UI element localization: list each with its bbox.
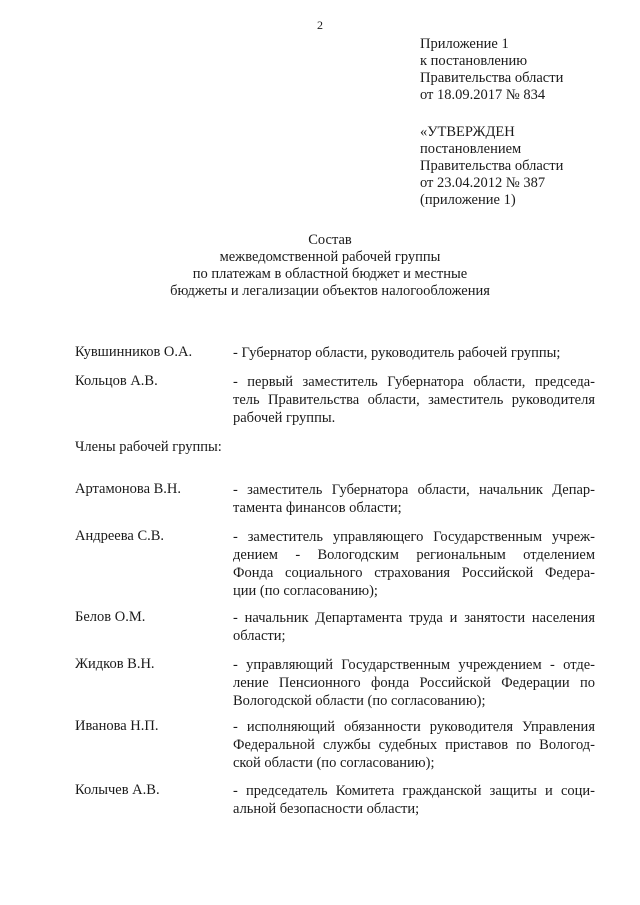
approved-line: Правительства области <box>420 158 564 174</box>
role-line: альной безопасности области; <box>233 801 420 817</box>
member-role <box>233 718 595 772</box>
role-line: тамента финансов области; <box>233 500 402 516</box>
role-line: - заместитель управляющего Государственным учреж- <box>233 529 595 545</box>
member-role <box>233 782 595 818</box>
member-role <box>233 481 595 517</box>
member-name: Колычев А.В. <box>75 782 160 798</box>
role-line: ление Пенсионного фонда Российской Федерации по <box>233 675 595 691</box>
appendix-line: Правительства области <box>420 70 564 86</box>
member-role <box>233 656 595 710</box>
role-line: Фонда социального страхования Российской Федера- <box>233 565 595 581</box>
role-line: ции (по согласованию); <box>233 583 378 599</box>
role-line: - начальник Департамента труда и занятости населения <box>233 610 595 626</box>
title-line: по платежам в областной бюджет и местные <box>192 266 468 282</box>
member-role <box>233 609 595 645</box>
member-role <box>233 344 595 362</box>
member-name: Жидков В.Н. <box>75 656 155 672</box>
appendix-line: Приложение 1 <box>420 36 509 52</box>
role-line: - первый заместитель Губернатора области, председа- <box>233 374 595 390</box>
title-line: бюджеты и легализации объектов налогообложения <box>170 283 490 299</box>
appendix-block <box>420 36 630 104</box>
title-line: Состав <box>308 232 352 248</box>
member-name: Иванова Н.П. <box>75 718 159 734</box>
role-line: области; <box>233 628 286 644</box>
role-line: - управляющий Государственным учреждением - отде- <box>233 657 595 673</box>
member-name: Белов О.М. <box>75 609 146 625</box>
approved-block <box>420 124 630 209</box>
document-title <box>0 232 640 300</box>
appendix-line: к постановлению <box>420 53 528 69</box>
page-number: 2 <box>317 18 323 32</box>
appendix-line: от 18.09.2017 № 834 <box>420 87 546 103</box>
member-name: Андреева С.В. <box>75 528 165 544</box>
title-line: межведомственной рабочей группы <box>219 249 441 265</box>
member-name: Кувшинников О.А. <box>75 344 193 360</box>
role-line: - Губернатор области, руководитель рабочей группы; <box>233 345 561 361</box>
member-name: Кольцов А.В. <box>75 373 158 389</box>
role-line: - председатель Комитета гражданской защиты и соци- <box>233 783 595 799</box>
member-name: Артамонова В.Н. <box>75 481 182 497</box>
role-line: рабочей группы. <box>233 410 336 426</box>
role-line: - исполняющий обязанности руководителя Управления <box>233 719 595 735</box>
role-line: - заместитель Губернатора области, начальник Депар- <box>233 482 595 498</box>
role-line: ской области (по согласованию); <box>233 755 435 771</box>
approved-line: «УТВЕРЖДЕН <box>420 124 515 140</box>
role-line: Федеральной службы судебных приставов по Вологод- <box>233 737 595 753</box>
role-line: тель Правительства области, заместитель руководителя <box>233 392 595 408</box>
member-role <box>233 373 595 427</box>
member-role <box>233 528 595 600</box>
role-line: дением - Вологодским региональным отделением <box>233 547 595 563</box>
approved-line: постановлением <box>420 141 522 157</box>
approved-line: (приложение 1) <box>420 192 516 208</box>
members-label: Члены рабочей группы: <box>75 439 222 455</box>
role-line: Вологодской области (по согласованию); <box>233 693 486 709</box>
approved-line: от 23.04.2012 № 387 <box>420 175 546 191</box>
